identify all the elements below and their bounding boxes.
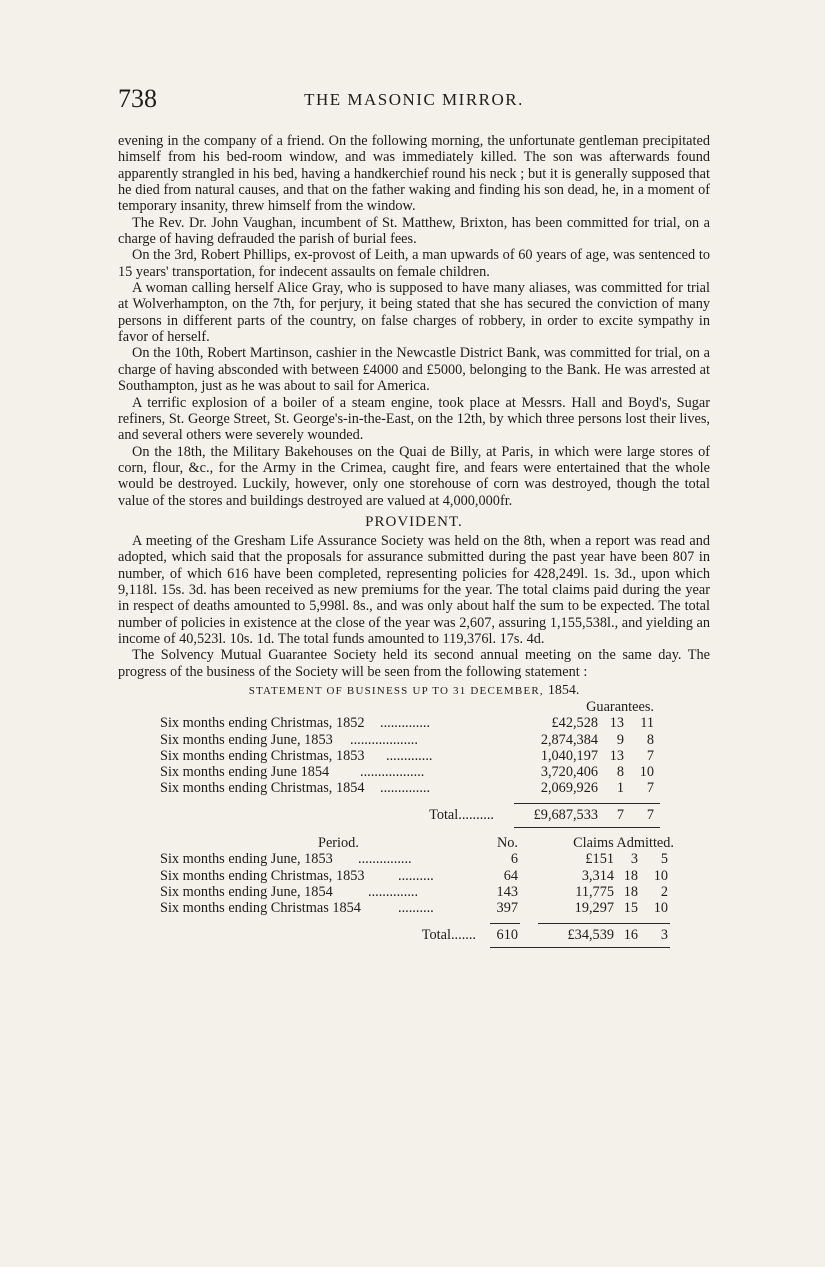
claims-pounds: £151: [585, 851, 614, 868]
row-label: Six months ending Christmas, 1854: [160, 780, 365, 797]
claims-total-rule: [490, 947, 670, 948]
leader-dots: ..................: [360, 764, 425, 781]
total-label: Total.......: [421, 926, 476, 943]
claims-pounds: 19,297: [574, 900, 614, 917]
guarantee-pounds: 2,069,926: [540, 780, 598, 797]
leader-dots: .............: [386, 747, 433, 764]
guarantees-column-header: Guarantees.: [586, 699, 654, 715]
paragraph: A meeting of the Gresham Life Assurance Society was held on the 8th, when a report was read and adopted, which said that the proposals for assurance submitted during the past year have been 807 in number, of which 616 have been completed, representing policies for 428,249l. 1s. 3d., upon which 9,118l. 15s. 3d. has been received as new premiums for the year. The total claims paid during the year in respect of deaths amounted to 5,998l. 8s., and was only about half the sum to be expected. The total number of policies in existence at the close of the year was 2,607, assuring 1,155,538l., and yielding an income of 40,523l. 10s. 1d. The total funds amounted to 119,376l. 17s. 4d.: [118, 532, 710, 647]
leader-dots: ...................: [350, 731, 418, 748]
paragraph: On the 3rd, Robert Phillips, ex-provost of Leith, a man upwards of 60 years of age, was sentenced to 15 years' transportation, for indecent assaults on female children.: [118, 247, 710, 280]
table-row: [118, 851, 710, 867]
paragraph: A terrific explosion of a boiler of a steam engine, took place at Messrs. Hall and Boyd's, Sugar refiners, St. George Street, St. George's-in-the-East, on the 12th, by which three persons lost their lives, and several others were severely wounded.: [118, 394, 710, 444]
leader-dots: ..........: [398, 867, 434, 884]
guarantee-shillings: 13: [609, 715, 624, 732]
claims-header-row: [118, 835, 710, 851]
total-pence: 7: [646, 806, 654, 823]
guarantee-pence: 8: [646, 731, 654, 748]
table-row: [118, 732, 710, 748]
leader-dots: ..........: [398, 900, 434, 917]
claims-number-sum-rule: [490, 923, 520, 924]
statement-title-text: STATEMENT OF BUSINESS UP TO 31 DECEMBER,: [248, 685, 544, 697]
row-label: Six months ending Christmas, 1853: [160, 747, 365, 764]
paragraph: The Rev. Dr. John Vaughan, incumbent of St. Matthew, Brixton, has been committed for trial, on a charge of having defrauded the parish of burial fees.: [118, 214, 710, 248]
paragraph: A woman calling herself Alice Gray, who is supposed to have many aliases, was committed for trial at Wolverhampton, on the 7th, for perjury, it being stated that she has secured the conviction of many persons in different parts of the country, on false charges of robbery, in order to excite sympathy in favor of herself.: [118, 280, 710, 346]
claims-rule-area: [118, 943, 710, 955]
claims-rule-area: [118, 917, 710, 927]
table-row: [118, 884, 710, 900]
leader-dots: ..............: [380, 780, 431, 797]
claims-admitted-header: Claims Admitted.: [573, 835, 674, 852]
guarantee-shillings: 9: [616, 731, 624, 748]
guarantee-pounds: 3,720,406: [540, 764, 598, 781]
table-row: [118, 748, 710, 764]
total-shillings: 7: [616, 806, 624, 823]
claims-pence: 10: [653, 900, 668, 917]
claims-pence: 5: [660, 851, 668, 868]
period-header: Period.: [318, 835, 359, 852]
statement-year: 1854.: [547, 683, 580, 698]
statement-column-header-row: [118, 699, 710, 715]
claims-shillings: 15: [623, 900, 638, 917]
row-label: Six months ending Christmas, 1853: [160, 867, 365, 884]
claims-number: 64: [503, 867, 518, 884]
paragraph: evening in the company of a friend. On the following morning, the unfortunate gentleman precipitated himself from his bed-room window, and was immediately killed. The son was afterwards found apparently strangled in his bed, having a handkerchief round his neck ; but it is generally supposed that he died from natural causes, and that on the father waking and finding his son dead, he, in a moment of temporary insanity, threw himself from the window.: [118, 133, 710, 215]
row-label: Six months ending June, 1854: [160, 883, 333, 900]
number-header: No.: [496, 835, 518, 852]
claims-shillings: 18: [623, 883, 638, 900]
statement-rule-area: [118, 823, 710, 835]
table-row: [118, 900, 710, 916]
guarantee-pence: 10: [639, 764, 654, 781]
leader-dots: ...............: [358, 851, 412, 868]
row-label: Six months ending June 1854: [160, 764, 330, 781]
guarantee-pence: 7: [646, 780, 654, 797]
paragraph: On the 10th, Robert Martinson, cashier in the Newcastle District Bank, was committed for trial, on a charge of having absconded with between £4000 and £5000, belonging to the Bank. He was arrested at Southampton, just as he was about to sail for America.: [118, 345, 710, 395]
table-row: [118, 868, 710, 884]
table-row: [118, 780, 710, 796]
statement-title: [118, 683, 710, 699]
row-label: Six months ending June, 1853: [160, 851, 333, 868]
claims-pence: 2: [660, 883, 668, 900]
section-heading: PROVIDENT.: [365, 513, 463, 530]
guarantee-pence: 11: [640, 715, 654, 732]
guarantee-pounds: 1,040,197: [540, 747, 598, 764]
claims-total-row: [118, 927, 710, 943]
total-shillings: 16: [623, 926, 638, 943]
statement-total-row: [118, 807, 710, 823]
guarantee-pence: 7: [646, 747, 654, 764]
row-label: Six months ending June, 1853: [160, 731, 333, 748]
total-pounds: £9,687,533: [533, 806, 598, 823]
row-label: Six months ending Christmas, 1852: [160, 715, 365, 732]
running-header: [118, 84, 710, 114]
leader-dots: ..............: [368, 883, 419, 900]
claims-pounds: 3,314: [581, 867, 614, 884]
paragraph: The Solvency Mutual Guarantee Society held its second annual meeting on the same day. The progress of the business of the Society will be seen from the following statement :: [118, 647, 710, 680]
table-row: [118, 715, 710, 731]
row-label: Six months ending Christmas 1854: [160, 900, 361, 917]
guarantee-shillings: 8: [616, 764, 624, 781]
claims-number: 6: [510, 851, 518, 868]
guarantee-pounds: £42,528: [551, 715, 598, 732]
claims-number: 397: [496, 900, 518, 917]
statement-sum-rule: [514, 803, 660, 804]
guarantee-shillings: 13: [609, 747, 624, 764]
total-label: Total..........: [429, 806, 494, 823]
statement-rule-area: [118, 797, 710, 807]
claims-number: 143: [496, 883, 518, 900]
total-pounds: £34,539: [567, 926, 614, 943]
total-number: 610: [496, 926, 518, 943]
table-row: [118, 764, 710, 780]
guarantee-shillings: 1: [616, 780, 624, 797]
claims-shillings: 3: [630, 851, 638, 868]
claims-pence: 10: [653, 867, 668, 884]
page-number: 738: [118, 84, 157, 113]
claims-amount-sum-rule: [538, 923, 670, 924]
guarantee-pounds: 2,874,384: [540, 731, 598, 748]
statement-total-rule: [514, 827, 660, 828]
paragraph: On the 18th, the Military Bakehouses on the Quai de Billy, at Paris, in which were large stores of corn, flour, &c., for the Army in the Crimea, caught fire, and fears were entertained that the whole would be destroyed. Luckily, however, only one storehouse of corn was destroyed, though the total value of the stores and buildings destroyed are valued at 4,000,000fr.: [118, 443, 710, 509]
leader-dots: ..............: [380, 715, 431, 732]
claims-shillings: 18: [623, 867, 638, 884]
total-pence: 3: [660, 926, 668, 943]
claims-pounds: 11,775: [575, 883, 614, 900]
page-body: [118, 133, 710, 955]
running-title: THE MASONIC MIRROR.: [304, 90, 524, 109]
